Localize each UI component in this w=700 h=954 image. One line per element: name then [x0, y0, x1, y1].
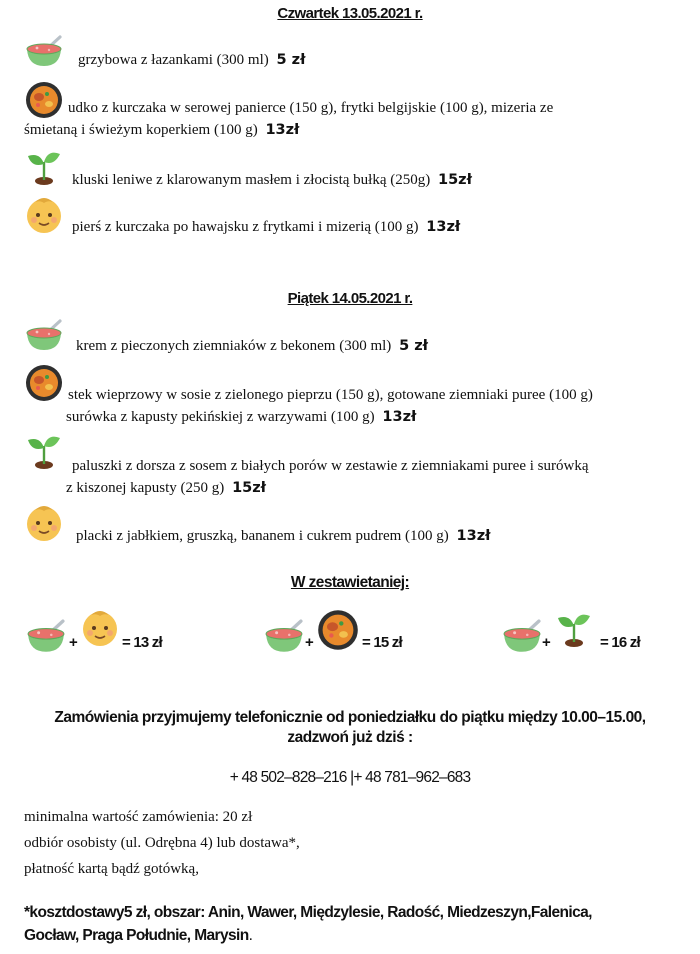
combo-row [0, 604, 700, 660]
menu-item [24, 146, 690, 188]
item-description: paluszki z dorsza z sosem z białych porów w zestawie z ziemniakami puree i surówką [72, 458, 589, 474]
day-title-friday: Piątek 14.05.2021 r. [287, 290, 413, 307]
soup-bowl-icon [24, 34, 64, 70]
baby-face-icon [24, 195, 64, 231]
delivery-areas [24, 924, 684, 948]
plus-sign: + [305, 634, 314, 651]
item-price: 13zł [265, 122, 300, 138]
soup-bowl-icon [24, 618, 68, 661]
soup-bowl-icon [24, 318, 64, 354]
combo-soup-sprout [500, 604, 680, 660]
phone-numbers: + 48 502–828–216 |+ 48 781–962–683 [229, 769, 471, 786]
menu-item [24, 503, 690, 547]
payment-methods: płatność kartą bądź gotówką, [24, 861, 199, 877]
paella-pan-icon [24, 363, 64, 399]
soup-bowl-icon [500, 618, 544, 661]
baby-face-icon [80, 608, 120, 653]
item-price: 5 zł [399, 338, 429, 354]
item-description: stek wieprzowy w sosie z zielonego pieprzu (150 g), gotowane ziemniaki puree (100 g) [68, 387, 593, 403]
menu-item [24, 195, 690, 237]
baby-face-icon [24, 503, 64, 539]
item-description: kluski leniwe z klarowanym masłem i złocistą bułką (250g) [72, 172, 431, 188]
item-description: krem z pieczonych ziemniaków z bekonem (300 ml) [76, 338, 392, 354]
day-title-thursday: Czwartek 13.05.2021 r. [277, 5, 423, 22]
combo-soup-pan [262, 604, 432, 660]
plus-sign: + [69, 634, 78, 651]
delivery-areas-period: . [248, 927, 253, 944]
menu-item [24, 363, 690, 425]
paella-pan-icon [24, 80, 64, 116]
item-description-cont: z kiszonej kapusty (250 g) [66, 480, 225, 496]
min-order-value: minimalna wartość zamówienia: 20 zł [24, 809, 253, 825]
item-price: 15zł [438, 172, 472, 188]
menu-item [24, 430, 690, 500]
item-price: 13zł [382, 409, 417, 425]
order-info-line2: zadzwoń już dziś : [287, 729, 413, 746]
item-price: 5 zł [276, 52, 306, 68]
pickup-delivery: odbiór osobisty (ul. Odrębna 4) lub dostawa*, [24, 835, 300, 851]
delivery-cost-note: *kosztdostawy5 zł, obszar: Anin, Wawer, Międzylesie, Radość, Miedzeszyn,Falenica, [24, 904, 592, 921]
menu-item [24, 318, 690, 360]
seedling-icon [24, 146, 64, 182]
seedling-icon [24, 430, 64, 466]
combo-price: = 15 zł [362, 634, 402, 651]
delivery-areas-text: Gocław, Praga Południe, Marysin [24, 927, 249, 944]
item-price: 15zł [232, 480, 267, 496]
paella-pan-icon [316, 608, 360, 657]
soup-bowl-icon [262, 618, 306, 661]
item-description: placki z jabłkiem, gruszką, bananem i cukrem pudrem (100 g) [76, 528, 449, 544]
menu-item [24, 80, 690, 142]
item-description: udko z kurczaka w serowej panierce (150 g), frytki belgijskie (100 g), mizeria ze [68, 100, 554, 116]
combo-soup-baby [24, 604, 184, 660]
item-price: 13zł [456, 528, 491, 544]
plus-sign: + [542, 634, 551, 651]
item-description-cont: śmietaną i świeżym koperkiem (100 g) [24, 122, 258, 138]
combo-price: = 13 zł [122, 634, 162, 651]
combo-title: W zestawietaniej: [290, 574, 410, 591]
item-description: grzybowa z łazankami (300 ml) [78, 52, 269, 68]
seedling-icon [554, 606, 594, 655]
item-description-cont: surówka z kapusty pekińskiej z warzywami (100 g) [66, 409, 375, 425]
combo-price: = 16 zł [600, 634, 640, 651]
menu-item [24, 34, 690, 74]
order-info-line1: Zamówienia przyjmujemy telefonicznie od poniedziałku do piątku między 10.00–15.00, [54, 709, 646, 726]
item-description: pierś z kurczaka po hawajsku z frytkami i mizerią (100 g) [72, 219, 419, 235]
item-price: 13zł [426, 219, 461, 235]
